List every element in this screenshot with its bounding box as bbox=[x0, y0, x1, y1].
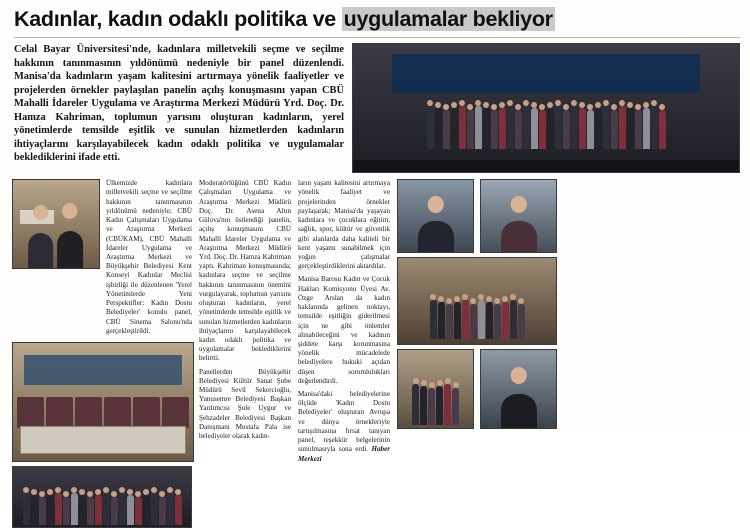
stage-banner bbox=[392, 54, 701, 92]
person-head bbox=[510, 367, 527, 384]
column-2-text bbox=[199, 179, 291, 445]
photo-people-row bbox=[17, 397, 190, 428]
lead-paragraph: Celal Bayar Üniversitesi'nde, kadınlara milletvekili seçme ve seçilme hakkının tanınmasının yıldönümü nedeniyle bir panel düzenlendi. Manisa'da kadınların yaşam kalitesini artırmaya yönelik faaliyetler ve projelerden örnekler paylaşılan panelin açılış konuşmasını yapan CBÜ Mahalli İdareler Uygulama ve Araştırma Merkezi Müdürü Yrd. Doç. Dr. Hamza Kahriman, toplumun yarısını oluşturan kadınların, yerel yönetimlerde temsilde eşitlik ve sunulan hizmetlerden kadınların ihtiyaçlarını karşılayabilecek kadın odaklı politika ve uygulamalar beklediklerini ifade etti. bbox=[14, 44, 344, 164]
panel-photo bbox=[12, 342, 194, 462]
photo-people-row bbox=[398, 286, 556, 339]
paragraph bbox=[298, 390, 390, 464]
person-torso bbox=[501, 221, 537, 253]
audience-photo bbox=[12, 466, 192, 528]
column-3-text bbox=[298, 179, 390, 468]
award-photo bbox=[12, 179, 100, 269]
portrait-3 bbox=[480, 349, 557, 429]
lead-photo bbox=[352, 43, 740, 173]
person-torso bbox=[57, 231, 83, 268]
photo-table bbox=[20, 426, 186, 454]
group-photo-small bbox=[397, 349, 474, 429]
headline-part-1: Kadınlar, kadın odaklı politika ve bbox=[14, 7, 342, 31]
left-top-row bbox=[12, 179, 192, 340]
column-1-text bbox=[106, 179, 192, 340]
paragraph: Ülkemizde kadınlara milletvekili seçme ve seçilme hakkının tanınmasının yıldönümü nedeniyle; CBÜ Kadın Çalışmaları Uygulama ve Araştırma Merkezi (CBÜKAM), CBÜ Mahalli İdareler Uygulama ve Araştırma Merkezi ve Büyükşehir Belediyesi Kent Konseyi Kadınlar Meclisi işbirliği ile düzenlenen 'Yerel Yönetimlerde Yeni Perspektifler: Kadın Dostu Belediyeler' konulu panel, CBÜ Sinema Salonu'nda gerçekleştirildi. bbox=[106, 179, 192, 335]
photo-caption-bar bbox=[353, 160, 739, 172]
page-title bbox=[14, 8, 740, 31]
headline-highlight: uygulamalar bekliyor bbox=[343, 7, 553, 31]
right-column-stack bbox=[397, 179, 557, 429]
paragraph-text: Manisa'daki belediyelerine ölçüde 'Kadın Dostu Belediyeler' oluşturan Avrupa ve dünya örnekleriyle tartışılmasına fırsat tanıyan panel, teşekkür belgelerinin sunulmasıyla sona erdi. bbox=[298, 390, 390, 454]
byline: Haber Merkezi bbox=[298, 445, 390, 463]
paragraph: Moderatörlüğünü CBÜ Kadın Çalışmaları Uygulama ve Araştırma Merkezi Müdürü Doç. Dr. Asena Altın Gülova'nın üstlendiği panelin, açılış konuşmasını CBÜ Mahalli İdareler Uygulama ve Araştırma Merkezi Müdürü Yrd. Doç. Dr. Hamza Kahriman yaptı. Kahriman konuşmasında; kadınlara seçme ve seçilme hakkının tanınmasının önemini vurgulayarak, toplumun yarısını oluşturan kadınların, yerel yönetimlerde temsilde eşitlik ve sunulan hizmetlerden kadınların ihtiyaçlarını karşılayabilecek kadın odaklı politika ve uygulamalar beklediklerini belirtti. bbox=[199, 179, 291, 363]
portrait-1 bbox=[397, 179, 474, 253]
person-torso bbox=[501, 394, 537, 428]
paragraph: Panellerden Büyükşehir Belediyesi Kültür Sanat Şube Müdürü Sevil Sekercioğlu, Yunusemre Belediyesi Başkan Yardımcısı Şule Uygur ve Şehzadeler Belediyesi Başkan Danışmanı Mustafa Pala ise belediyeler olarak kadın- bbox=[199, 367, 291, 441]
paragraph: ların yaşam kalitesini artırmaya yönelik faaliyet ve projelerinden örnekler paylaşarak; Manisa'da yaşayan kadınlara ve çocuklara eğitim, sağlık, spor, kültür ve güvenlik gibi alanlarda daha kaliteli bir kent yaşamı sunabilmek için yoğun çalışmalar gerçekleştirdiklerini aktardılar. bbox=[298, 179, 390, 271]
person-torso bbox=[418, 221, 454, 253]
person-head bbox=[427, 196, 444, 213]
person-torso bbox=[28, 233, 54, 268]
left-column-stack bbox=[12, 179, 192, 528]
article-body bbox=[12, 179, 740, 528]
photo-people-row bbox=[13, 483, 191, 525]
person-head bbox=[510, 196, 527, 213]
stage-banner bbox=[24, 355, 182, 386]
divider bbox=[14, 37, 740, 38]
lead-block bbox=[12, 43, 740, 173]
photo-people-row bbox=[353, 90, 739, 149]
paragraph: Manisa Barosu Kadın ve Çocuk Hakları Komisyonu Üyesi Av. Özge Arslan da kadın haklarında gelinen noktayı, temsilde eşitliğin giderilmesi için ne gibi önlemler alınabileceğini ve kadının şiddete karşı korunmasına yönelik mücadelede belediyelere hukuki açıdan düşen sorumlulukları değerlendirdi. bbox=[298, 275, 390, 385]
portrait-row-2 bbox=[397, 349, 557, 429]
portrait-row bbox=[397, 179, 557, 253]
portrait-2 bbox=[480, 179, 557, 253]
stage-photo bbox=[397, 257, 557, 345]
photo-people-row bbox=[398, 369, 473, 425]
